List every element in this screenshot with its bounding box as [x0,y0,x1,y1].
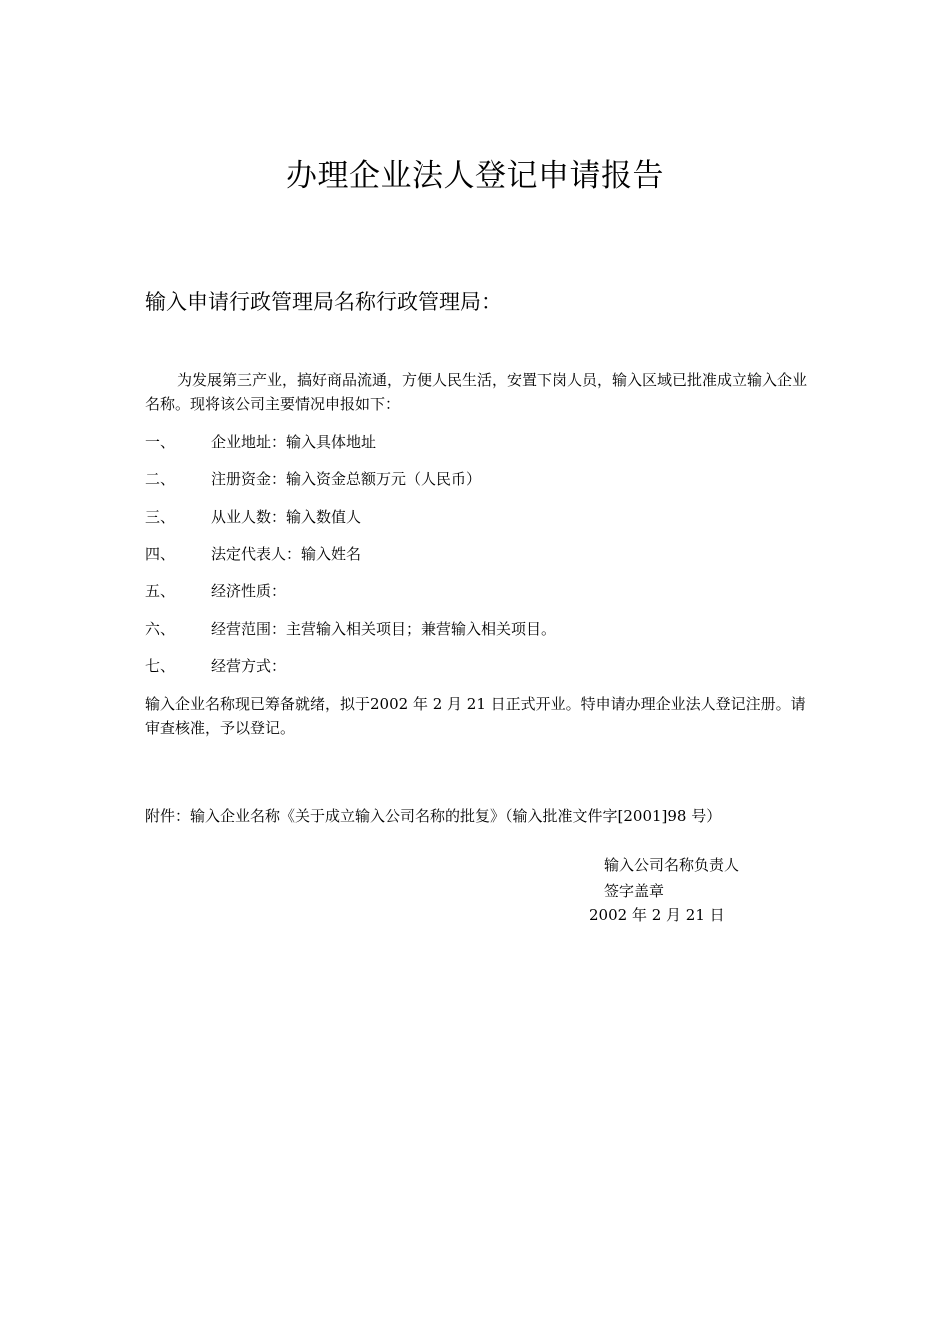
list-item-text: 经营范围：主营输入相关项目；兼营输入相关项目。 [211,620,557,638]
list-item [145,654,810,678]
list-item-number: 七、 [145,657,176,675]
list-item-number: 四、 [145,545,176,563]
intro-paragraph: 为发展第三产业，搞好商品流通，方便人民生活，安置下岗人员，输入区域已批准成立输入企业名称。现将该公司主要情况申报如下： [145,371,808,413]
signature-company: 输入公司名称负责人 [604,856,740,874]
attachment-line: 附件：输入企业名称《关于成立输入公司名称的批复》（输入批准文件字[2001]98 号） [145,807,722,825]
list-item-text: 企业地址：输入具体地址 [211,433,377,451]
signature-date: 2002 年 2 月 21 日 [589,906,725,924]
list-item [145,505,810,529]
list-item [145,430,810,454]
list-item-number: 三、 [145,508,176,526]
list-item-text: 法定代表人：输入姓名 [211,545,362,563]
list-item-text: 经营方式： [211,657,287,675]
list-item-number: 六、 [145,620,176,638]
list-item-number: 五、 [145,582,176,600]
list-item-number: 二、 [145,470,176,488]
signature-stamp: 签字盖章 [604,882,665,900]
list-item-text: 注册资金：输入资金总额万元（人民币） [211,470,482,488]
list-item [145,579,810,603]
closing-paragraph: 输入企业名称现已筹备就绪，拟于2002 年 2 月 21 日正式开业。特申请办理企业法人登记注册。请审查核准，予以登记。 [145,695,806,737]
list-item [145,617,810,641]
list-item [145,542,810,566]
list-item-text: 从业人数：输入数值人 [211,508,362,526]
document-title: 办理企业法人登记申请报告 [286,158,664,194]
list-item [145,467,810,491]
list-item-text: 经济性质： [211,582,287,600]
list-item-number: 一、 [145,433,176,451]
salutation: 输入申请行政管理局名称行政管理局： [145,290,502,314]
